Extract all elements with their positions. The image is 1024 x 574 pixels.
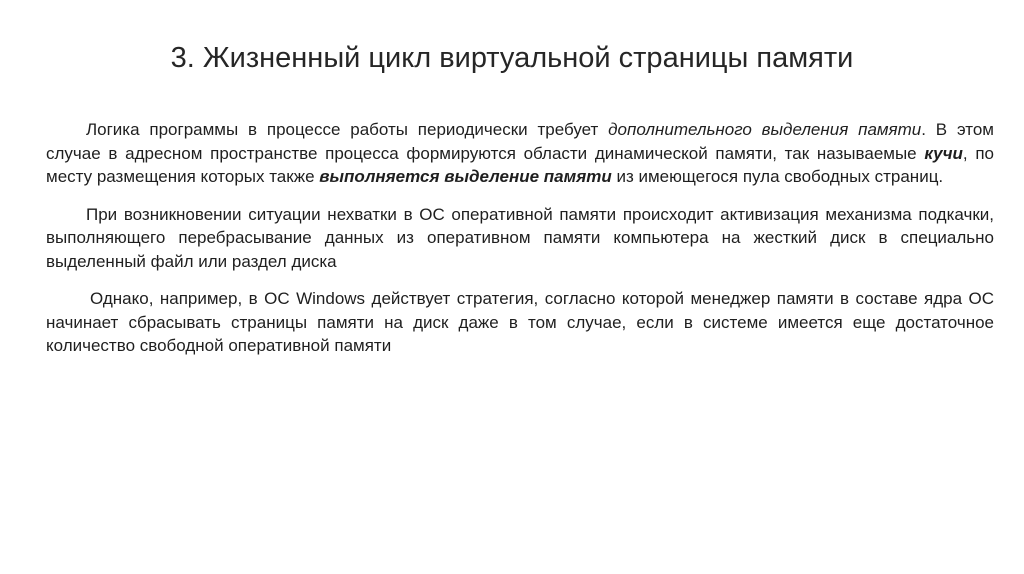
slide-title: 3. Жизненный цикл виртуальной страницы памяти	[170, 42, 854, 74]
paragraph1-text-3: , по месту размещения которых также	[46, 143, 995, 186]
paragraph1-text-4: из имеющегося пула свободных страниц.	[611, 167, 944, 186]
paragraph-swapping: При возникновении ситуации нехватки в ОС оперативной памяти происходит активизация механизма подкачки, выполняющего перебрасывание данных из оперативном памяти компьютера на жесткий диск в специально выделенный файл или раздел диска	[46, 204, 994, 271]
paragraph1-emphasis-additional-allocation: дополнительного выделения памяти	[608, 120, 922, 139]
slide-body	[46, 118, 994, 372]
paragraph1-emphasis-memory-allocation: выполняется выделение памяти	[319, 167, 612, 186]
paragraph-heap-allocation	[46, 118, 994, 189]
paragraph1-emphasis-heaps: кучи	[924, 143, 963, 163]
paragraph1-text-1: Логика программы в процессе работы периодически требует	[86, 120, 609, 139]
paragraph-windows-strategy: Однако, например, в ОС Windows действует стратегия, согласно которой менеджер памяти в составе ядра ОС начинает сбрасывать страницы памяти на диск даже в том случае, если в системе имеется еще достаточное количество свободной оперативной памяти	[46, 289, 994, 355]
paragraph1-text-2: . В этом случае в адресном пространстве процесса формируются области динамической памяти, так называемые	[46, 120, 994, 163]
